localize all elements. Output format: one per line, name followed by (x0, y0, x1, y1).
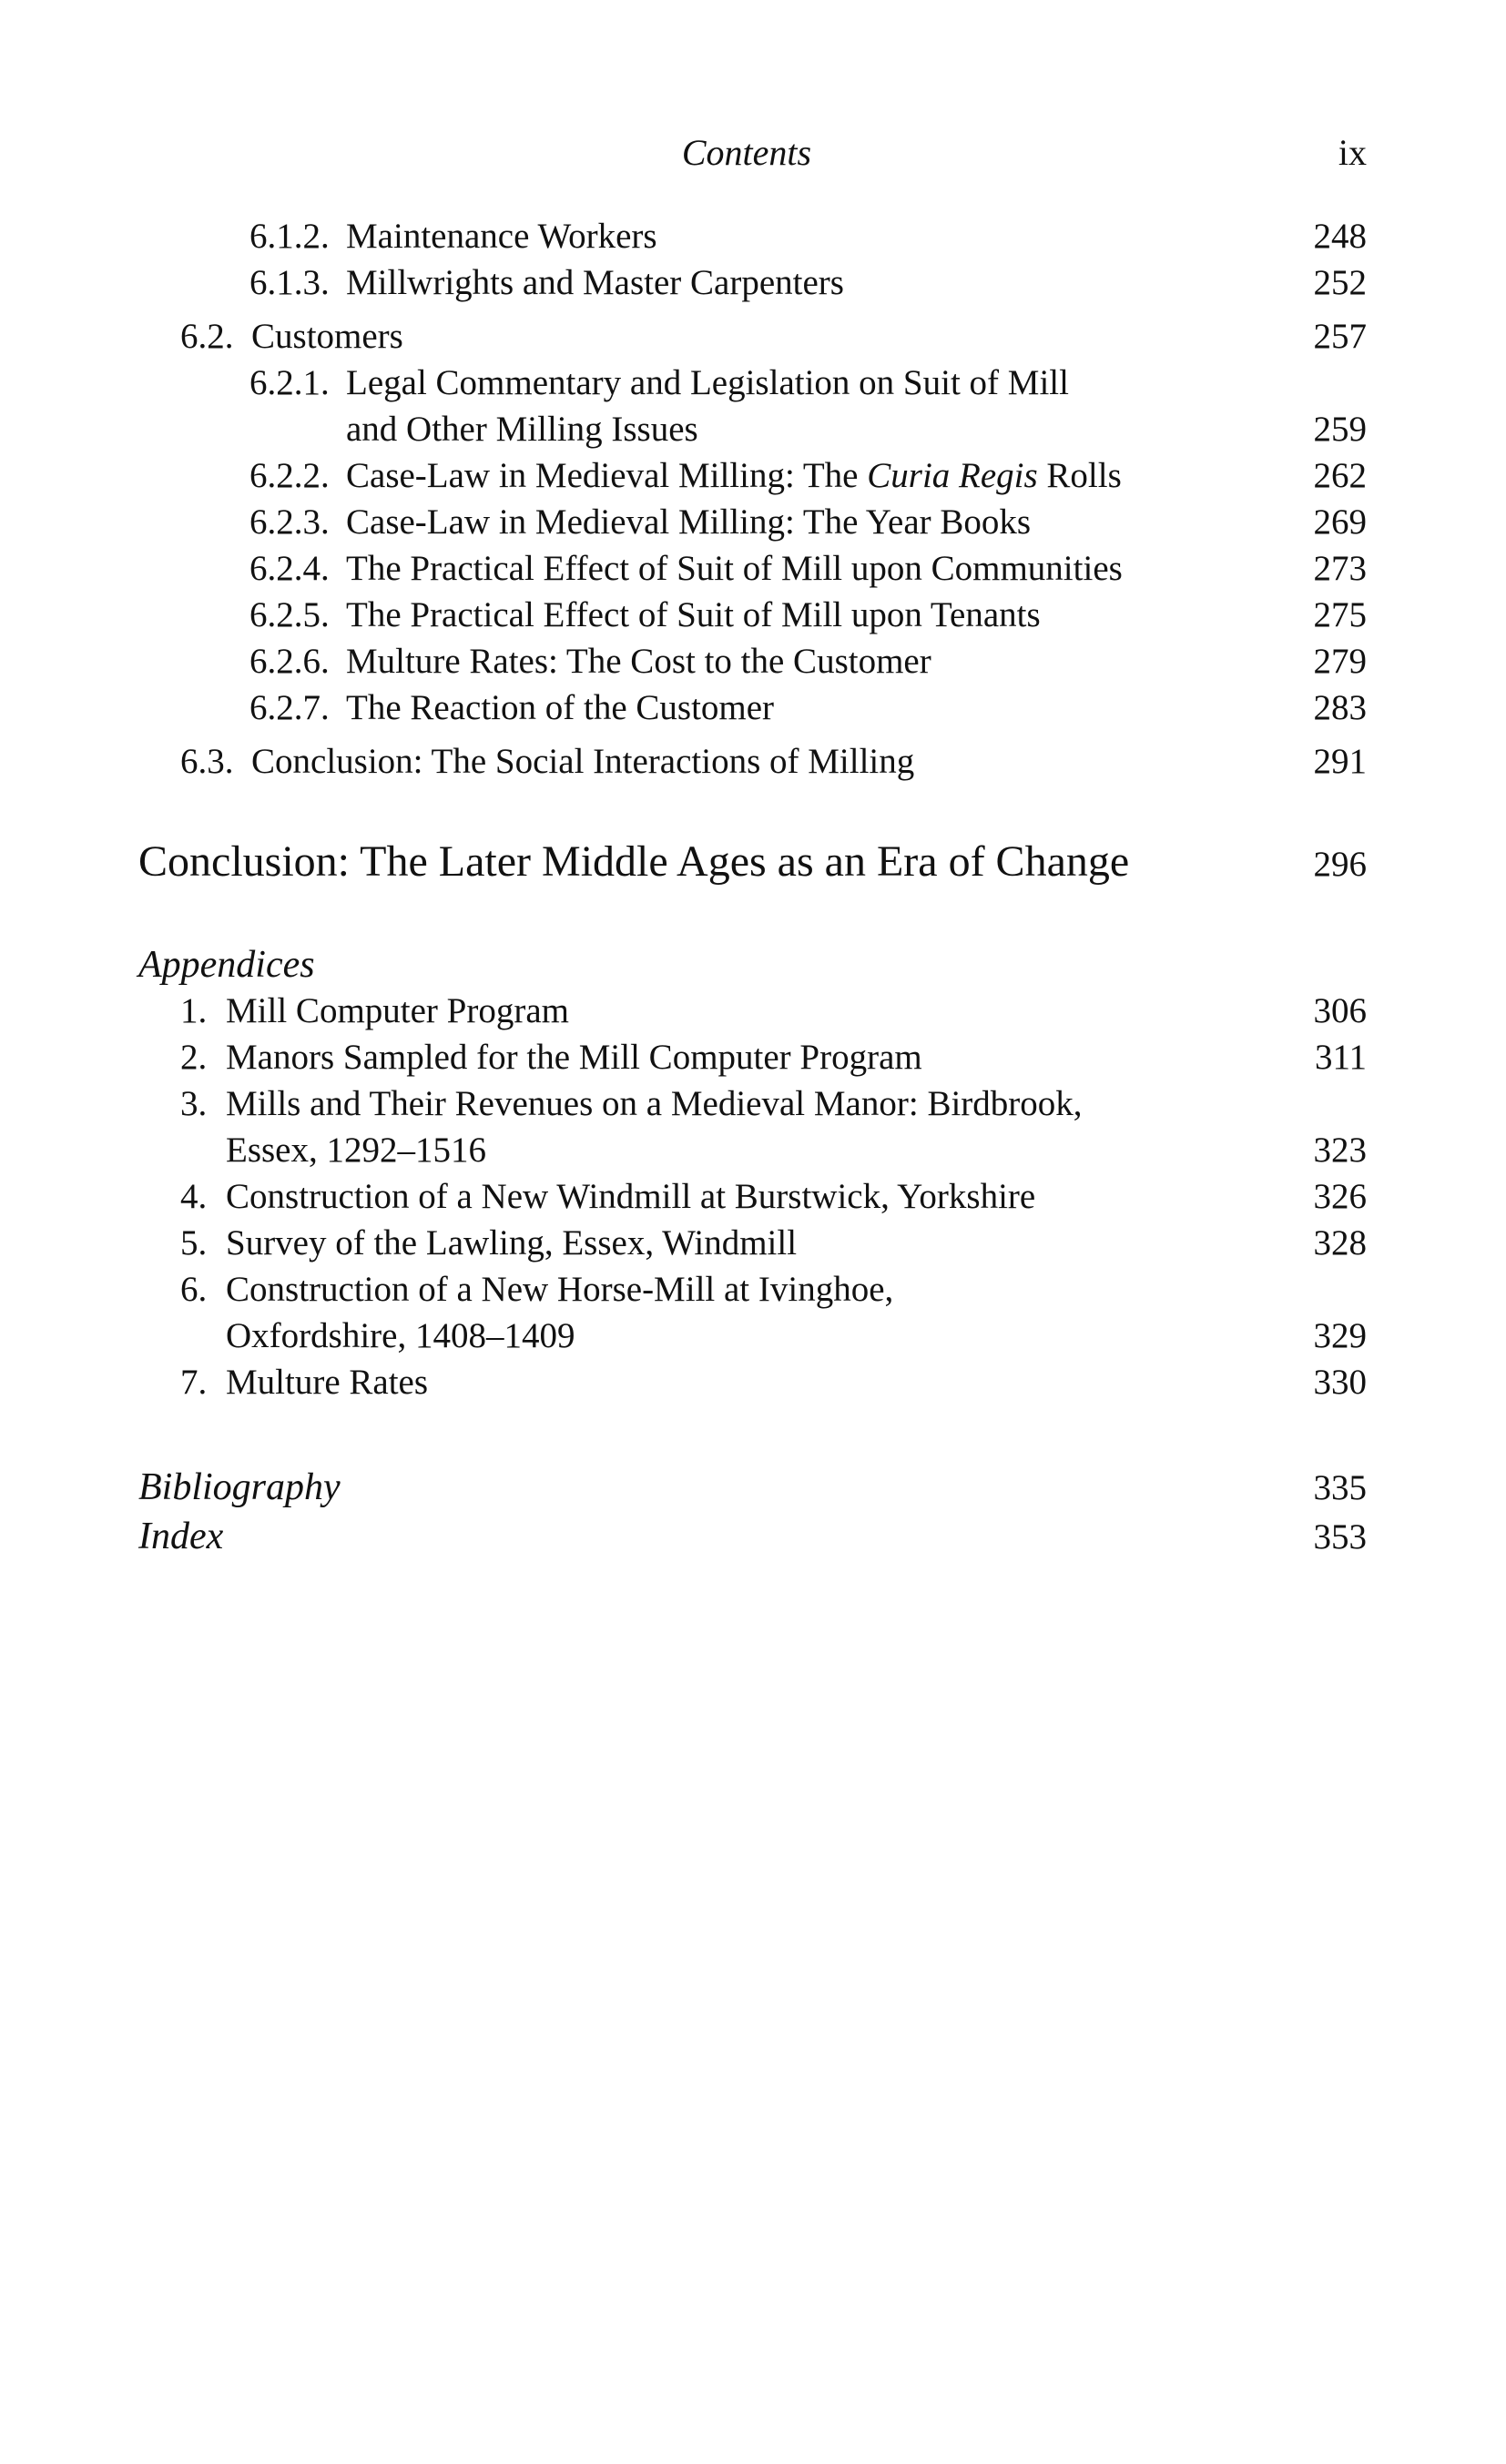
toc-entry-number: 5. (180, 1223, 208, 1262)
toc-entry-6-1-3[interactable] (249, 259, 1367, 307)
toc-entry-number: 6.2.6. (249, 642, 330, 681)
toc-entry-number: 2. (180, 1038, 208, 1077)
toc-entry-6-2-2[interactable] (249, 452, 1367, 500)
toc-entry-title: Multure Rates (226, 1363, 429, 1402)
appendix-entry-7[interactable] (180, 1359, 1367, 1406)
toc-entry-page: 311 (1314, 1038, 1367, 1077)
toc-entry-title: Construction of a New Horse-Mill at Ivinghoe, (226, 1270, 894, 1309)
toc-entry-page: 326 (1313, 1177, 1367, 1216)
toc-entry-number: 4. (180, 1177, 208, 1216)
toc-entry-number: 6.3. (180, 742, 234, 781)
appendix-entry-1[interactable] (180, 988, 1367, 1035)
toc-entry-title: Customers (251, 317, 403, 356)
toc-entry-6-2-1-continued[interactable] (346, 406, 1367, 453)
page-number: ix (1338, 132, 1367, 173)
toc-entry-title: Legal Commentary and Legislation on Suit of Mill (346, 363, 1069, 402)
toc-entry-6-2[interactable] (180, 313, 1367, 360)
toc-entry-title: Conclusion: The Social Interactions of Milling (251, 742, 915, 781)
toc-entry-number: 6.2. (180, 317, 234, 356)
toc-entry-title: Mills and Their Revenues on a Medieval Manor: Birdbrook, (226, 1084, 1083, 1123)
toc-entry-title: Maintenance Workers (346, 217, 657, 256)
toc-entry-title-italic: Curia Regis (867, 456, 1038, 495)
toc-entry-6-2-7[interactable] (249, 684, 1367, 732)
toc-entry-title-part: Case-Law in Medieval Milling: The (346, 456, 868, 495)
toc-entry-title: Mill Computer Program (226, 991, 569, 1030)
toc-entry-6-2-1[interactable] (249, 360, 1367, 407)
toc-entry-number: 6.2.4. (249, 549, 330, 588)
toc-entry-page: 328 (1313, 1223, 1367, 1262)
toc-entry-page: 283 (1313, 688, 1367, 727)
toc-entry-title: The Reaction of the Customer (346, 688, 775, 727)
toc-entry-title: The Practical Effect of Suit of Mill upon Tenants (346, 595, 1041, 634)
toc-entry-number: 6.1.2. (249, 217, 330, 256)
toc-entry-title: Bibliography (138, 1466, 341, 1508)
toc-entry-page: 275 (1313, 595, 1367, 634)
appendices-heading: Appendices (138, 944, 315, 986)
toc-entry-page: 252 (1313, 263, 1367, 302)
appendix-entry-5[interactable] (180, 1220, 1367, 1267)
toc-entry-title (346, 452, 1294, 500)
toc-entry-number: 6.2.7. (249, 688, 330, 727)
toc-entry-number: 6.1.3. (249, 263, 330, 302)
toc-entry-6-3[interactable] (180, 738, 1367, 786)
toc-entry-index[interactable] (138, 1513, 1367, 1561)
appendix-entry-4[interactable] (180, 1173, 1367, 1221)
toc-entry-title: Manors Sampled for the Mill Computer Program (226, 1038, 922, 1077)
toc-entry-page: 273 (1313, 549, 1367, 588)
appendix-entry-3[interactable] (180, 1080, 1367, 1128)
toc-entry-conclusion[interactable] (138, 833, 1367, 894)
toc-entry-title-continued: and Other Milling Issues (346, 410, 698, 449)
toc-entry-page: 296 (1313, 845, 1367, 884)
toc-entry-title: Conclusion: The Later Middle Ages as an Era of Change (138, 837, 1130, 886)
toc-entry-page: 257 (1313, 317, 1367, 356)
toc-entry-title-continued: Oxfordshire, 1408–1409 (226, 1316, 575, 1355)
toc-entry-page: 329 (1313, 1316, 1367, 1355)
toc-entry-number: 6.2.1. (249, 363, 330, 402)
toc-entry-page: 353 (1313, 1517, 1367, 1556)
toc-entry-number: 6. (180, 1270, 208, 1309)
toc-entry-page: 259 (1313, 410, 1367, 449)
toc-entry-6-1-2[interactable] (249, 213, 1367, 260)
toc-entry-page: 291 (1313, 742, 1367, 781)
toc-entry-page: 330 (1313, 1363, 1367, 1402)
toc-entry-page: 323 (1313, 1131, 1367, 1170)
toc-entry-page: 248 (1313, 217, 1367, 256)
toc-entry-title: Millwrights and Master Carpenters (346, 263, 844, 302)
toc-entry-number: 6.2.3. (249, 502, 330, 542)
appendix-entry-2[interactable] (180, 1034, 1367, 1081)
toc-entry-title: Construction of a New Windmill at Burstwick, Yorkshire (226, 1177, 1036, 1216)
toc-entry-title: Multure Rates: The Cost to the Customer (346, 642, 931, 681)
toc-entry-title: Survey of the Lawling, Essex, Windmill (226, 1223, 798, 1262)
toc-entry-page: 262 (1313, 456, 1367, 495)
toc-entry-6-2-5[interactable] (249, 592, 1367, 639)
toc-entry-title-part: Rolls (1037, 456, 1122, 495)
toc-entry-title: The Practical Effect of Suit of Mill upon Communities (346, 549, 1123, 588)
toc-entry-title: Case-Law in Medieval Milling: The Year Books (346, 502, 1032, 542)
toc-entry-6-2-6[interactable] (249, 638, 1367, 685)
toc-entry-number: 7. (180, 1363, 208, 1402)
toc-entry-number: 1. (180, 991, 208, 1030)
toc-entry-number: 6.2.5. (249, 595, 330, 634)
toc-entry-number: 6.2.2. (249, 456, 330, 495)
running-head-title: Contents (681, 132, 812, 173)
toc-entry-page: 279 (1313, 642, 1367, 681)
toc-entry-6-2-3[interactable] (249, 499, 1367, 546)
toc-entry-page: 335 (1313, 1468, 1367, 1507)
appendix-entry-6[interactable] (180, 1266, 1367, 1313)
running-head (0, 126, 1506, 180)
toc-entry-title-continued: Essex, 1292–1516 (226, 1131, 486, 1170)
toc-entry-bibliography[interactable] (138, 1464, 1367, 1512)
toc-entry-page: 269 (1313, 502, 1367, 542)
toc-entry-6-2-4[interactable] (249, 545, 1367, 593)
toc-entry-title: Index (138, 1516, 224, 1557)
appendix-entry-6-continued[interactable] (226, 1313, 1367, 1360)
appendix-entry-3-continued[interactable] (226, 1127, 1367, 1174)
toc-entry-number: 3. (180, 1084, 208, 1123)
toc-entry-page: 306 (1313, 991, 1367, 1030)
